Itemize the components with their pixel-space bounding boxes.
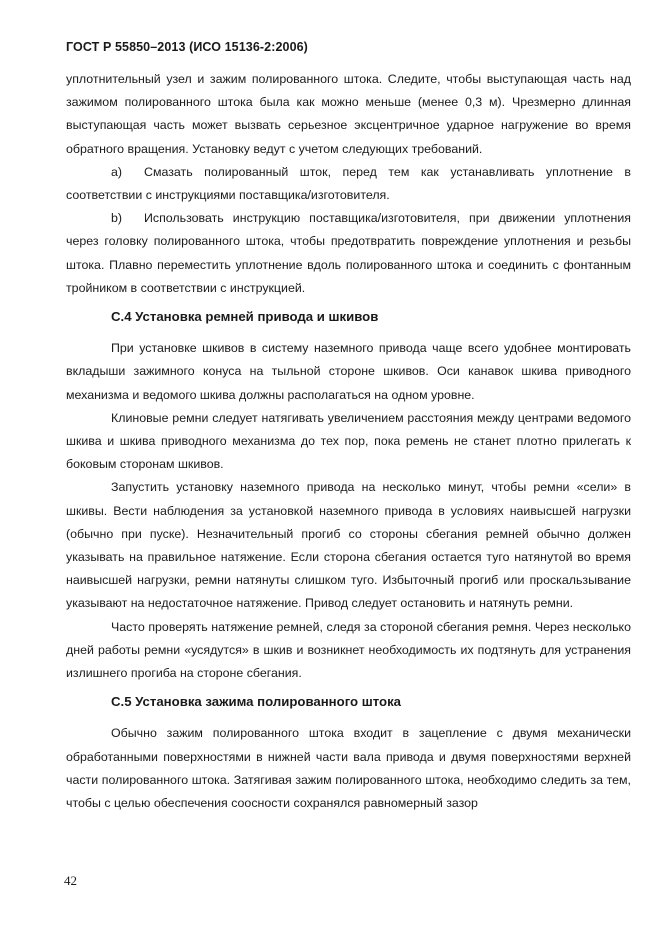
- paragraph-c4-2: Клиновые ремни следует натягивать увеличением расстояния между центрами ведомого шкива и шкива приводного механизма до тех пор, пока ремень не станет плотно прилегать к боковым сторонам шкивов.: [66, 410, 631, 472]
- paragraph-intro: уплотнительный узел и зажим полированного штока. Следите, чтобы выступающая часть над зажимом полированного штока была как можно меньше (менее 0,3 м). Чрезмерно длинная выступающая часть может вызвать серьезное эксцентричное ударное нагружение во время обратного вращения. Установку ведут с учетом следующих требований.: [66, 72, 631, 156]
- list-marker-b: b): [111, 211, 123, 226]
- paragraph-c4-1: При установке шкивов в систему наземного привода чаще всего удобнее монтировать вкладыши зажимного конуса на тыльной стороне шкивов. Оси канавок шкива приводного механизма и ведомого шкива должны располагаться на одном уровне.: [66, 341, 631, 402]
- page-number: 42: [64, 873, 77, 888]
- list-text-b: Использовать инструкцию поставщика/изготовителя, при движении уплотнения через головку полированного штока, чтобы предотвратить повреждение уплотнения и резьбы штока. Плавно переместить уплотнение вдоль полированного штока и соединить с фонтанным тройником в соответствии с инструкцией.: [66, 211, 631, 295]
- section-heading-c4: С.4 Установка ремней привода и шкивов: [111, 309, 379, 325]
- paragraph-c4-4: Часто проверять натяжение ремней, следя за стороной сбегания ремня. Через несколько дней работы ремни «усядутся» в шкив и возникнет необходимость их подтянуть для устранения излишнего прогиба на стороне сбегания.: [66, 619, 631, 681]
- list-marker-a: а): [111, 164, 123, 179]
- list-item-b: [66, 207, 631, 300]
- document-header: ГОСТ Р 55850–2013 (ИСО 15136-2:2006): [66, 40, 308, 54]
- paragraph-c4-3: Запустить установку наземного привода на несколько минут, чтобы ремни «сели» в шкивы. Вести наблюдения за установкой наземного привода в условиях наивысшей нагрузки (обычно при пуске). Незначительный прогиб со стороны сбегания ремней обычно должен указывать на правильное натяжение. Если сторона сбегания остается туго натянутой во время наивысшей нагрузки, ремни натянуты слишком туго. Избыточный прогиб или проскальзывание указывают на недостаточное натяжение. Привод следует остановить и натянуть ремни.: [66, 480, 631, 611]
- paragraph-c5-1: Обычно зажим полированного штока входит в зацепление с двумя механически обработанными поверхностями в нижней части вала привода и двумя поверхностями верхней части полированного штока. Затягивая зажим полированного штока, необходимо следить за тем, чтобы с целью обеспечения соосности сохранялся равномерный зазор: [66, 726, 631, 811]
- document-body: [66, 68, 631, 815]
- list-item-a: [66, 161, 631, 207]
- list-text-a: Смазать полированный шток, перед тем как устанавливать уплотнение в соответствии с инструкциями поставщика/изготовителя.: [66, 164, 631, 203]
- section-heading-c5: С.5 Установка зажима полированного штока: [111, 694, 402, 710]
